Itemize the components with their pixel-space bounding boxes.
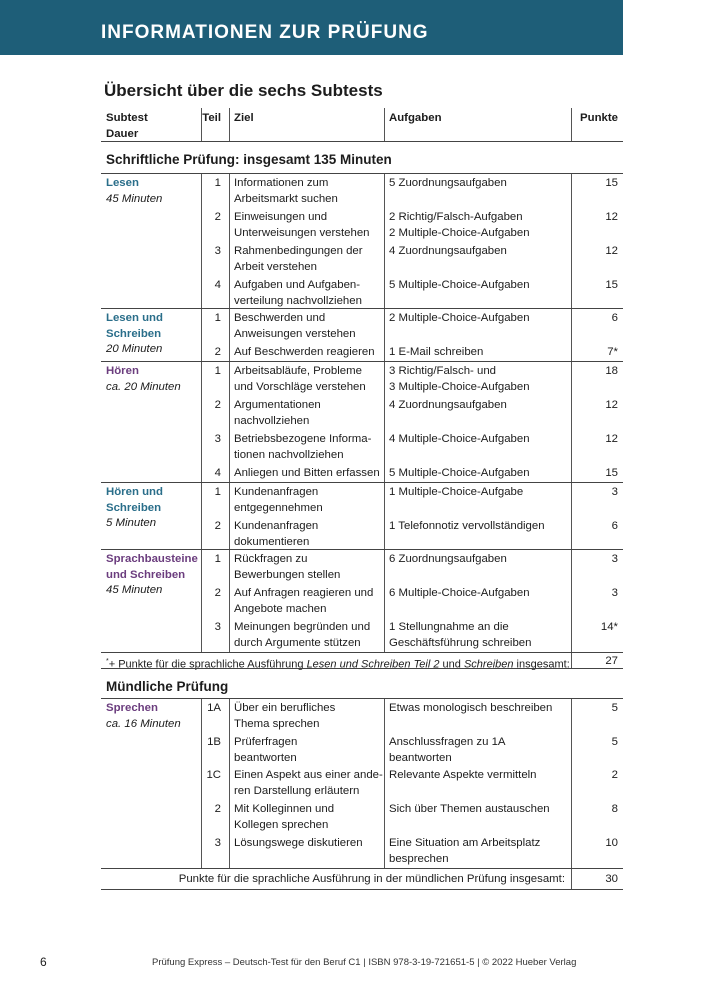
subtest-duration: 20 Minuten bbox=[106, 343, 163, 355]
subtest-duration: 5 Minuten bbox=[106, 517, 157, 529]
oral-total-value: 30 bbox=[605, 873, 618, 885]
subtest-lesen-schreiben: Lesen und Schreiben 20 Minuten 1 Beschwerden und Anweisungen verstehen 2 Multiple-Choice-Aufgaben 6 2 Auf Beschwerden reagieren 1 E-Mail schreiben 7* bbox=[101, 309, 623, 361]
column-header-subtest: Subtest bbox=[106, 112, 148, 124]
written-total: 27 bbox=[605, 655, 618, 667]
header-bar bbox=[0, 0, 623, 55]
oral-total-row bbox=[101, 869, 623, 889]
column-header-aufgaben: Aufgaben bbox=[389, 112, 442, 124]
page-number: 6 bbox=[40, 955, 47, 969]
subtest-duration: 45 Minuten bbox=[106, 584, 163, 596]
subtest-duration: 45 Minuten bbox=[106, 192, 163, 205]
table-row: 4 Aufgaben und Aufgaben- verteilung nachvollziehen 5 Multiple-Choice-Aufgaben 15 bbox=[214, 279, 618, 307]
table-row: 3 Rahmenbedingungen der Arbeit verstehen 4 Zuordnungsaufgaben 12 bbox=[214, 245, 618, 273]
subtest-lesen bbox=[101, 174, 623, 308]
footer-text: Prüfung Express – Deutsch-Test für den Beruf C1 | ISBN 978-3-19-721651-5 | © 2022 Hueber Verlag bbox=[152, 957, 577, 968]
column-header-ziel: Ziel bbox=[234, 112, 254, 124]
subtest-table bbox=[101, 108, 623, 885]
subtest-hoeren-schreiben: Hören und Schreiben 5 Minuten 1 Kundenanfragen entgegennehmen 1 Multiple-Choice-Aufgabe 3 2 Kundenanfragen dokumentieren 1 Telefonnotiz vervollständigen 6 bbox=[101, 483, 623, 549]
subtest-sprachbausteine: Sprachbausteine und Schreiben 45 Minuten 1 Rückfragen zu Bewerbungen stellen 6 Zuordnungsaufgaben 3 2 Auf Anfragen reagieren und Angebote machen 6 Multiple-Choice-Aufgaben 3 3 Meinungen begründen und durch Argumente stützen 1 Stellungnahme an die Geschäftsführung schreiben 14* bbox=[101, 550, 623, 652]
subtest-duration: ca. 16 Minuten bbox=[106, 717, 181, 730]
written-note: *+ Punkte für die sprachliche Ausführung Lesen und Schreiben Teil 2 und Schreiben insgesamt: bbox=[106, 658, 570, 671]
subtest-name: Hören und bbox=[106, 486, 163, 498]
subtest-sprechen: Sprechen ca. 16 Minuten 1A Über ein berufliches Thema sprechen Etwas monologisch beschreiben 5 1B Prüferfragen beantworten Anschlussfragen zu 1A beantworten 5 1C Einen Aspekt aus einer ande- ren Darstellung erläutern Relevante Aspekte vermitteln 2 2 Mit Kolleginnen und Kollegen sprechen Sich über Themen austauschen 8 3 Lösungswege diskutieren Eine Situation am Arbeitsplatz besprechen 10 bbox=[101, 699, 623, 868]
table-row: 2 Einweisungen und Unterweisungen verstehen 2 Richtig/Falsch-Aufgaben 2 Multiple-Choice-Aufgaben 12 bbox=[214, 211, 618, 239]
subtest-name: Lesen bbox=[106, 177, 139, 189]
column-header-dauer: Dauer bbox=[106, 127, 139, 140]
written-note-row bbox=[101, 653, 623, 671]
table-row: 1 Informationen zum Arbeitsmarkt suchen 5 Zuordnungsaufgaben 15 bbox=[214, 177, 618, 205]
column-header-teil: Teil bbox=[202, 112, 221, 124]
subtest-name: Hören bbox=[106, 365, 139, 377]
oral-total-label: Punkte für die sprachliche Ausführung in der mündlichen Prüfung insgesamt: bbox=[178, 873, 565, 885]
table-header-row bbox=[101, 108, 623, 141]
written-exam-title: Schriftliche Prüfung: insgesamt 135 Minuten bbox=[106, 152, 392, 167]
subtest-hoeren: Hören ca. 20 Minuten 1 Arbeitsabläufe, Probleme und Vorschläge verstehen 3 Richtig/Falsch- und 3 Multiple-Choice-Aufgaben 18 2 Argumentationen nachvollziehen 4 Zuordnungsaufgaben 12 3 Betriebsbezogene Informa- tionen nachvollziehen 4 Multiple-Choice-Aufgaben 12 4 Anliegen und Bitten erfassen 5 Multiple-Choice-Aufgaben 15 bbox=[101, 362, 623, 482]
header-title: INFORMATIONEN ZUR PRÜFUNG bbox=[101, 22, 429, 43]
subtest-name: Lesen und bbox=[106, 312, 163, 324]
oral-exam-title: Mündliche Prüfung bbox=[106, 679, 229, 694]
column-header-punkte: Punkte bbox=[580, 112, 618, 124]
section-title: Übersicht über die sechs Subtests bbox=[104, 81, 383, 100]
subtest-name: Sprachbausteine bbox=[106, 553, 198, 565]
subtest-duration: ca. 20 Minuten bbox=[106, 380, 181, 393]
subtest-name: Sprechen bbox=[106, 702, 158, 714]
